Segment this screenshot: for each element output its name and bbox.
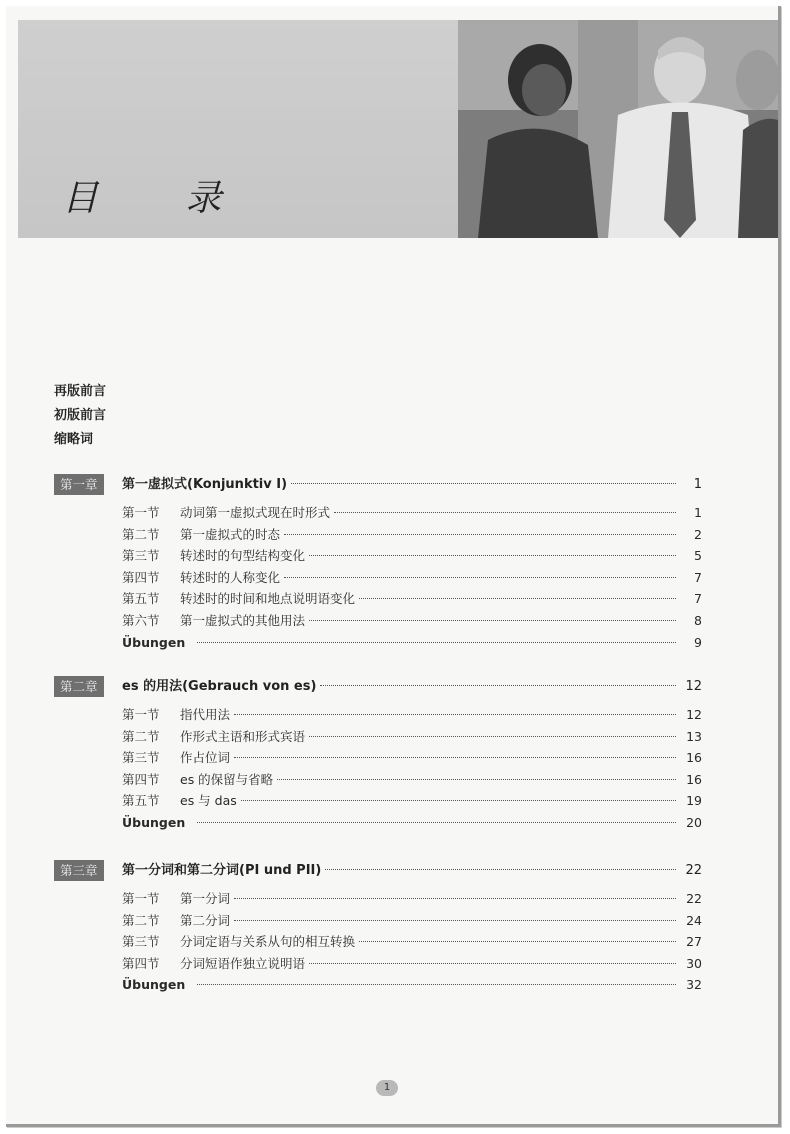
chapter-1 — [54, 474, 702, 653]
page-title: 目 录 — [62, 178, 260, 219]
dot-leader — [291, 483, 676, 484]
section-row[interactable] — [122, 588, 702, 610]
section-page: 27 — [686, 934, 702, 950]
chapter-badge: 第一章 — [54, 474, 104, 495]
exercises-row[interactable] — [122, 632, 702, 654]
chapter-page: 1 — [693, 477, 702, 492]
dot-leader — [234, 898, 676, 899]
dot-leader — [309, 620, 676, 621]
section-row[interactable] — [122, 888, 702, 910]
page-number: 1 — [376, 1080, 398, 1096]
dot-leader — [359, 598, 676, 599]
exercises-row[interactable] — [122, 974, 702, 996]
section-row[interactable] — [122, 953, 702, 975]
section-page: 7 — [694, 591, 702, 607]
section-page: 30 — [686, 955, 702, 971]
dot-leader — [234, 714, 676, 715]
section-row[interactable] — [122, 545, 702, 567]
section-number: 第四节 — [122, 955, 160, 971]
section-row[interactable] — [122, 704, 702, 726]
section-number: 第五节 — [122, 591, 160, 607]
section-row[interactable] — [122, 769, 702, 791]
section-title: 转述时的时间和地点说明语变化 — [180, 591, 356, 607]
dot-leader — [359, 941, 676, 942]
section-row[interactable] — [122, 567, 702, 589]
section-title: 第一虚拟式的时态 — [180, 526, 281, 542]
section-number: 第六节 — [122, 612, 160, 628]
section-page: 16 — [686, 750, 702, 766]
dot-leader — [320, 685, 676, 686]
section-title: 第一虚拟式的其他用法 — [180, 612, 306, 628]
section-number: 第三节 — [122, 548, 160, 564]
section-page: 19 — [686, 793, 702, 809]
section-row[interactable] — [122, 610, 702, 632]
header-photo — [458, 20, 778, 238]
dot-leader — [234, 757, 676, 758]
chapter-title-row[interactable] — [122, 677, 702, 697]
section-number: 第一节 — [122, 707, 160, 722]
front-item-abbreviations[interactable]: 缩略词 — [54, 432, 94, 447]
section-page: 13 — [686, 728, 702, 744]
section-row[interactable] — [122, 790, 702, 812]
section-number: 第五节 — [122, 793, 160, 809]
section-title: 指代用法 — [180, 707, 231, 722]
section-title: 作形式主语和形式宾语 — [180, 728, 306, 744]
dot-leader — [277, 779, 676, 780]
front-matter — [54, 380, 106, 452]
section-page: 2 — [694, 526, 702, 542]
chapter-title: 第一分词和第二分词(PI und PII) — [122, 863, 322, 878]
exercises-page: 9 — [694, 634, 702, 650]
dot-leader — [309, 736, 676, 737]
section-number: 第三节 — [122, 750, 160, 766]
section-number: 第二节 — [122, 728, 160, 744]
section-row[interactable] — [122, 931, 702, 953]
dot-leader — [241, 800, 676, 801]
section-row[interactable] — [122, 726, 702, 748]
section-page: 22 — [686, 891, 702, 906]
section-page: 8 — [694, 612, 702, 628]
section-title: es 与 das — [180, 793, 237, 809]
section-number: 第一节 — [122, 891, 160, 906]
section-title: 转述时的句型结构变化 — [180, 548, 306, 564]
section-page: 5 — [694, 548, 702, 564]
section-number: 第二节 — [122, 526, 160, 542]
section-title: 转述时的人称变化 — [180, 569, 281, 585]
dot-leader — [309, 963, 676, 964]
dot-leader — [234, 920, 676, 921]
section-page: 1 — [694, 505, 702, 520]
exercises-title: Übungen — [122, 814, 186, 830]
section-page: 24 — [686, 912, 702, 928]
chapter-title: 第一虚拟式(Konjunktiv I) — [122, 477, 288, 492]
section-row[interactable] — [122, 524, 702, 546]
section-number: 第二节 — [122, 912, 160, 928]
section-number: 第四节 — [122, 771, 160, 787]
dot-leader — [284, 577, 676, 578]
section-number: 第四节 — [122, 569, 160, 585]
chapter-page: 12 — [685, 679, 702, 694]
header-band — [18, 20, 458, 238]
exercises-title: Übungen — [122, 977, 186, 993]
section-page: 16 — [686, 771, 702, 787]
section-title: 第二分词 — [180, 912, 231, 928]
chapter-2 — [54, 676, 702, 834]
chapter-badge: 第二章 — [54, 676, 104, 697]
section-number: 第三节 — [122, 934, 160, 950]
section-row[interactable] — [122, 502, 702, 524]
dot-leader — [325, 869, 676, 870]
exercises-title: Übungen — [122, 634, 186, 650]
front-item-preface-1[interactable]: 初版前言 — [54, 408, 107, 423]
chapter-badge: 第三章 — [54, 860, 104, 881]
section-page: 7 — [694, 569, 702, 585]
chapter-3 — [54, 860, 702, 996]
exercises-row[interactable] — [122, 812, 702, 834]
section-row[interactable] — [122, 747, 702, 769]
dot-leader — [197, 822, 676, 823]
chapter-page: 22 — [685, 863, 702, 878]
exercises-page: 20 — [686, 814, 702, 830]
dot-leader — [197, 984, 676, 985]
section-title: 动词第一虚拟式现在时形式 — [180, 505, 331, 520]
chapter-title: es 的用法(Gebrauch von es) — [122, 679, 317, 694]
section-number: 第一节 — [122, 505, 160, 520]
section-title: 分词短语作独立说明语 — [180, 955, 306, 971]
section-title: 作占位词 — [180, 750, 231, 766]
exercises-page: 32 — [686, 977, 702, 993]
dot-leader — [284, 534, 676, 535]
section-title: es 的保留与省略 — [180, 771, 274, 787]
section-row[interactable] — [122, 910, 702, 932]
dot-leader — [197, 642, 676, 643]
book-page — [6, 6, 781, 1127]
dot-leader — [309, 555, 676, 556]
dot-leader — [334, 512, 676, 513]
section-title: 第一分词 — [180, 891, 231, 906]
chapter-title-row[interactable] — [122, 861, 702, 881]
section-title: 分词定语与关系从句的相互转换 — [180, 934, 356, 950]
chapter-title-row[interactable] — [122, 475, 702, 495]
section-page: 12 — [686, 707, 702, 722]
front-item-preface-2[interactable]: 再版前言 — [54, 384, 107, 399]
